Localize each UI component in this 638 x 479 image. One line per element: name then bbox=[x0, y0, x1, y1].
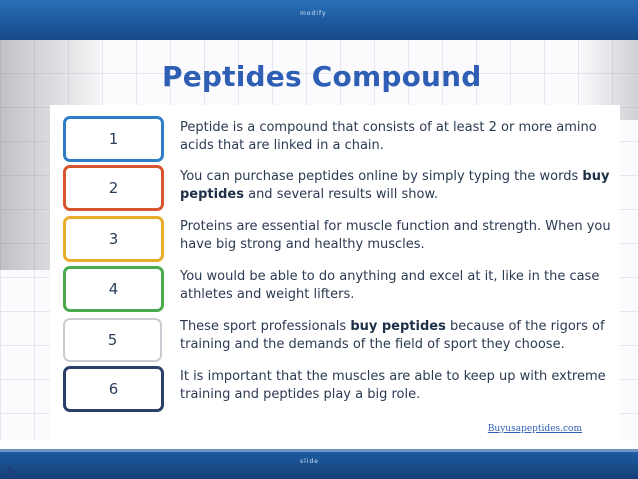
item-text-2-keyword: buy peptides bbox=[180, 169, 610, 202]
item-text-1-body: Peptide is a compound that consists of at least 2 or more amino acids that are linked in a chain. bbox=[180, 120, 597, 153]
slide-number: 5 bbox=[6, 464, 14, 477]
slide-title: Peptides Compound bbox=[162, 60, 482, 93]
item-text-4-body: You would be able to do anything and excel at it, like in the case athletes and weight lifters. bbox=[180, 269, 600, 302]
number-box-5: 5 bbox=[63, 318, 162, 362]
item-text-5-lead: These sport professionals bbox=[180, 319, 351, 334]
number-box-6: 6 bbox=[63, 366, 164, 412]
item-text-2 bbox=[180, 168, 620, 204]
item-text-5-keyword: buy peptides bbox=[350, 319, 446, 334]
header-mark: modify bbox=[300, 10, 327, 17]
header-bar bbox=[0, 0, 638, 40]
footer-bar bbox=[0, 452, 638, 479]
item-text-2-lead: You can purchase peptides online by simply typing the words bbox=[180, 169, 583, 184]
item-text-6-body: It is important that the muscles are able to keep up with extreme training and peptides play a big role. bbox=[180, 369, 606, 402]
item-text-4 bbox=[180, 268, 620, 304]
source-link[interactable]: Buyusapeptides.com bbox=[487, 424, 582, 434]
item-text-5-tail: because of the rigors of training and the demands of the field of sport they choose. bbox=[180, 319, 605, 352]
number-box-4: 4 bbox=[63, 266, 164, 312]
item-text-1 bbox=[180, 119, 620, 155]
item-text-5 bbox=[180, 318, 620, 354]
item-text-2-tail: and several results will show. bbox=[243, 187, 439, 202]
footer-stripe bbox=[0, 449, 638, 452]
footer-mark: slide bbox=[300, 458, 319, 465]
item-text-3-body: Proteins are essential for muscle function and strength. When you have big strong and healthy muscles. bbox=[180, 219, 611, 252]
number-box-1: 1 bbox=[63, 116, 164, 162]
number-box-2: 2 bbox=[63, 165, 164, 211]
number-box-3: 3 bbox=[63, 216, 164, 262]
item-text-3 bbox=[180, 218, 620, 254]
item-text-6 bbox=[180, 368, 620, 404]
